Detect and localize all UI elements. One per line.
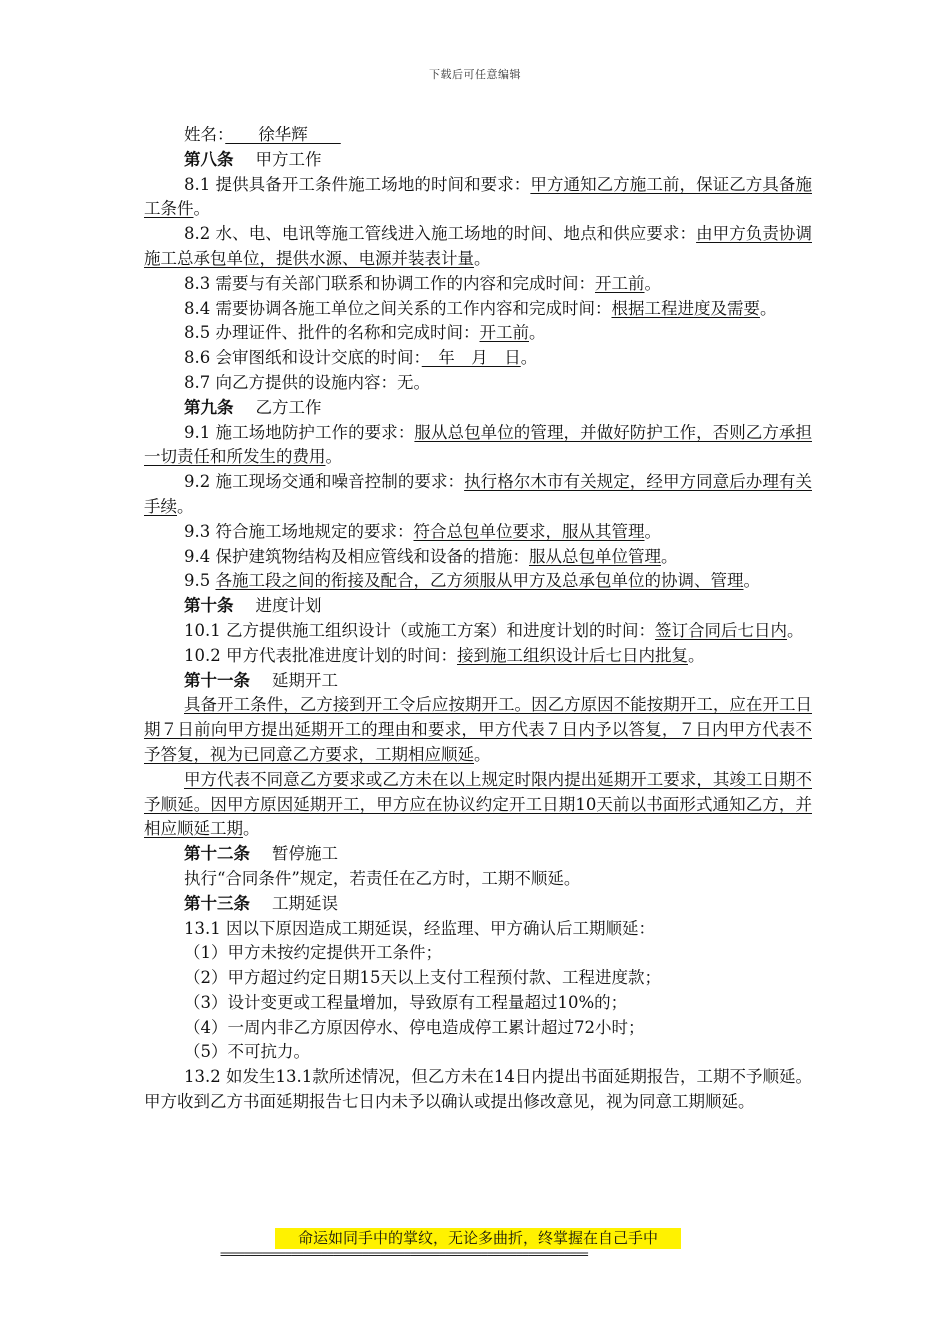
list-item: （1）甲方未按约定提供开工条件； (184, 943, 442, 963)
article-10-title: 第十条 (184, 596, 234, 616)
list-item: （2）甲方超过约定日期15天以上支付工程预付款、工程进度款； (184, 968, 661, 988)
item-13-1: 13.1 因以下原因造成工期延误，经监理、甲方确认后工期顺延： (184, 918, 655, 938)
period: 。 (529, 323, 546, 343)
item-9-2 (144, 470, 812, 520)
item-10-2-value: 接到施工组织设计后七日内批复 (456, 645, 688, 665)
article-13-subtitle: 工期延误 (272, 893, 338, 913)
period: 。 (661, 546, 678, 566)
article-9-subtitle: 乙方工作 (255, 397, 322, 417)
item-9-4-label: 9.4 保护建筑物结构及相应管线和设备的措施： (184, 546, 529, 566)
item-8-1-label: 8.1 提供具备开工条件施工场地的时间和要求： (184, 174, 531, 194)
item-10-1 (144, 619, 812, 644)
article-10-subtitle: 进度计划 (255, 596, 322, 616)
article-11-title: 第十一条 (184, 670, 250, 690)
item-8-3 (144, 272, 812, 297)
article-9-title: 第九条 (184, 397, 234, 417)
item-8-4-value: 根据工程进度及需要 (611, 298, 760, 318)
name-line (144, 123, 812, 148)
article-13-title: 第十三条 (184, 893, 250, 913)
article-12-heading (144, 842, 812, 867)
footer-divider: ============================================================== (220, 1247, 588, 1261)
article-11-para-2-text: 甲方代表不同意乙方要求或乙方未在以上规定时限内提出延期开工要求，其竣工日期不予顺延。因甲方原因延期开工，甲方应在协议约定开工日期10天前以书面形式通知乙方，并相应顺延工期 (144, 769, 812, 839)
article-8-subtitle: 甲方工作 (255, 149, 322, 169)
item-9-5 (144, 569, 812, 594)
article-8-heading (144, 148, 812, 173)
period: 。 (743, 571, 760, 591)
period: 。 (687, 645, 705, 665)
article-11-heading (144, 669, 812, 694)
item-8-4-label: 8.4 需要协调各施工单位之间关系的工作内容和完成时间： (184, 298, 612, 318)
period: 。 (474, 248, 491, 268)
item-8-1 (144, 173, 812, 223)
period: 。 (786, 620, 804, 640)
article-10-heading (144, 594, 812, 619)
list-item: （3）设计变更或工程量增加，导致原有工程量超过10%的； (184, 992, 628, 1012)
item-8-3-value: 开工前 (595, 273, 645, 293)
item-9-2-value: 执行格尔木市有关规定，经甲方同意后办理有关手续 (144, 472, 812, 516)
item-10-2-label: 10.2 甲方代表批准进度计划的时间： (184, 645, 457, 665)
item-9-3-value: 符合总包单位要求，服从其管理 (413, 521, 645, 541)
item-8-1-value: 甲方通知乙方施工前，保证乙方具备施工条件 (144, 174, 812, 219)
item-8-5 (144, 321, 812, 346)
article-13-heading (144, 892, 812, 917)
period: 。 (520, 348, 538, 368)
article-9-heading (144, 396, 812, 421)
article-12-title: 第十二条 (184, 844, 250, 864)
item-9-4-value: 服从总包单位管理 (529, 546, 661, 566)
item-9-4 (144, 545, 812, 570)
item-8-6-value: 年 月 日 (421, 348, 521, 368)
item-8-2 (144, 222, 812, 272)
item-8-4 (144, 297, 812, 322)
item-9-2-label: 9.2 施工现场交通和噪音控制的要求： (184, 472, 465, 492)
period: 。 (177, 496, 194, 516)
article-11-para-2 (144, 768, 812, 842)
item-8-7: 8.7 向乙方提供的设施内容：无。 (184, 372, 430, 392)
article-11-subtitle: 延期开工 (272, 670, 338, 690)
item-9-1-label: 9.1 施工场地防护工作的要求： (184, 422, 415, 442)
contract-body (144, 123, 812, 1115)
item-8-2-label: 8.2 水、电、电讯等施工管线进入施工场地的时间、地点和供应要求： (184, 224, 697, 244)
item-8-5-value: 开工前 (479, 323, 529, 343)
item-9-5-label: 9.5 (184, 571, 216, 591)
item-9-1-value: 服从总包单位的管理，并做好防护工作，否则乙方承担一切责任和所发生的费用 (144, 422, 812, 467)
item-13-2: 13.2 如发生13.1款所述情况，但乙方未在14日内提出书面延期报告，工期不予顺延。甲方收到乙方书面延期报告七日内未予以确认或提出修改意见，视为同意工期顺延。 (144, 1067, 812, 1112)
period: 。 (325, 447, 342, 467)
article-12-para-1: 执行“合同条件”规定，若责任在乙方时，工期不顺延。 (184, 868, 581, 888)
page-header: 下载后可任意编辑 (429, 68, 521, 81)
name-label: 姓名： (184, 125, 226, 144)
item-8-2-value: 由甲方负责协调施工总承包单位，提供水源、电源并装表计量 (144, 224, 812, 268)
period: 。 (644, 273, 661, 293)
period: 。 (193, 199, 210, 219)
item-8-6 (144, 346, 812, 371)
list-item: （4）一周内非乙方原因停水、停电造成停工累计超过72小时； (184, 1017, 645, 1037)
item-8-6-label: 8.6 会审图纸和设计交底的时间： (184, 348, 422, 368)
item-9-1 (144, 421, 812, 471)
item-9-5-value: 各施工段之间的衔接及配合，乙方须服从甲方及总承包单位的协调、管理 (215, 571, 744, 591)
item-8-3-label: 8.3 需要与有关部门联系和协调工作的内容和完成时间： (184, 273, 595, 293)
article-8-title: 第八条 (184, 149, 234, 169)
item-10-2 (144, 644, 812, 669)
period: 。 (644, 521, 661, 541)
item-9-3-label: 9.3 符合施工场地规定的要求： (184, 521, 414, 541)
article-12-subtitle: 暂停施工 (272, 844, 338, 864)
list-item: （5）不可抗力。 (184, 1042, 310, 1062)
item-9-3 (144, 520, 812, 545)
period: 。 (474, 744, 491, 764)
item-10-1-value: 签订合同后七日内 (654, 620, 787, 640)
name-value: 徐华辉 (225, 125, 341, 144)
article-11-para-1-text: 具备开工条件，乙方接到开工令后应按期开工。因乙方原因不能按期开工，应在开工日期７日前向甲方提出延期开工的理由和要求，甲方代表７日内予以答复，７日内甲方代表不予答复，视为已同意乙方要求，工期相应顺延 (144, 695, 812, 764)
period: 。 (243, 819, 260, 839)
period: 。 (760, 298, 777, 318)
footer-banner: 命运如同手中的掌纹，无论多曲折，终掌握在自己手中 (275, 1228, 681, 1249)
item-8-5-label: 8.5 办理证件、批件的名称和完成时间： (184, 323, 480, 343)
article-11-para-1 (144, 693, 812, 767)
item-10-1-label: 10.1 乙方提供施工组织设计（或施工方案）和进度计划的时间： (184, 620, 655, 640)
